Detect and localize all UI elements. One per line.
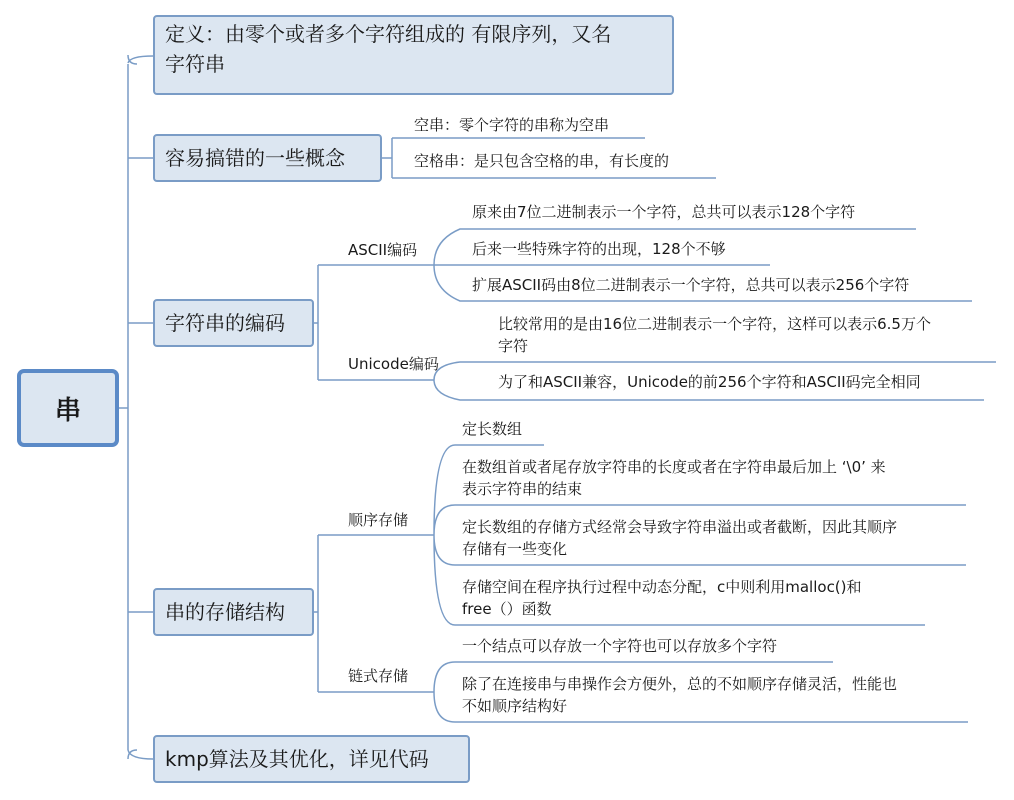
encoding-label: 字符串的编码 (165, 311, 285, 335)
sequential-item-overflow: 定长数组的存储方式经常会导致字符串溢出或者截断，因此其顺序 存储有一些变化 (462, 518, 898, 558)
unicode-item-compatible: 为了和ASCII兼容，Unicode的前256个字符和ASCII码完全相同 (498, 373, 921, 391)
kmp-node (153, 735, 470, 783)
ascii-item-not-enough: 后来一些特殊字符的出现，128个不够 (472, 240, 726, 258)
unicode-node: Unicode编码 (348, 355, 439, 373)
definition-node (153, 15, 674, 95)
ascii-item-7bit: 原来由7位二进制表示一个字符，总共可以表示128个字符 (472, 203, 856, 221)
sequential-storage-node: 顺序存储 (348, 511, 409, 529)
root-node: 串 (17, 369, 119, 447)
concepts-label: 容易搞错的一些概念 (165, 146, 345, 170)
sequential-item-fixed-array: 定长数组 (462, 420, 523, 438)
ascii-node: ASCII编码 (348, 241, 418, 259)
connector-trunk (128, 55, 137, 759)
linked-storage-node: 链式存储 (348, 667, 409, 685)
storage-node (153, 588, 314, 636)
unicode-item-16bit: 比较常用的是由16位二进制表示一个字符，这样可以表示6.5万个 字符 (498, 315, 931, 355)
linked-item-node: 一个结点可以存放一个字符也可以存放多个字符 (462, 637, 778, 655)
linked-item-compare: 除了在连接串与串操作会方便外，总的不如顺序存储灵活，性能也 不如顺序结构好 (462, 675, 898, 715)
concept-item-empty-string: 空串：零个字符的串称为空串 (414, 116, 610, 134)
definition-text: 定义：由零个或者多个字符组成的 有限序列，又名 字符串 (165, 22, 612, 76)
sequential-item-length: 在数组首或者尾存放字符串的长度或者在字符串最后加上 ‘\0’ 来 表示字符串的结束 (462, 458, 886, 498)
concept-item-space-string: 空格串：是只包含空格的串，有长度的 (414, 152, 670, 170)
sequential-item-dynamic: 存储空间在程序执行过程中动态分配，c中则利用malloc()和 free（）函数 (462, 578, 862, 618)
concepts-node (153, 134, 382, 182)
storage-label: 串的存储结构 (165, 600, 285, 624)
ascii-item-extended: 扩展ASCII码由8位二进制表示一个字符，总共可以表示256个字符 (472, 276, 910, 294)
encoding-node (153, 299, 314, 347)
kmp-label: kmp算法及其优化，详见代码 (165, 747, 429, 771)
